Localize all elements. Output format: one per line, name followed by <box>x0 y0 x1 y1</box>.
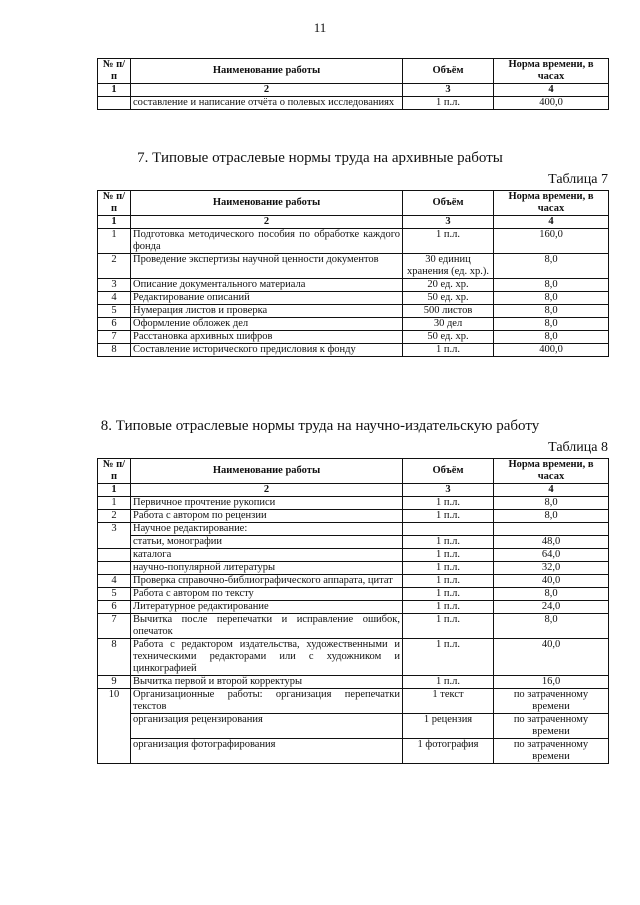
time-norm: 8,0 <box>494 614 609 639</box>
col-number: 4 <box>494 84 609 97</box>
table-row <box>98 601 609 614</box>
row-number: 10 <box>98 689 131 714</box>
table-row <box>98 575 609 588</box>
column-number-row <box>98 84 609 97</box>
time-norm: 24,0 <box>494 601 609 614</box>
col-number: 4 <box>494 484 609 497</box>
header-volume: Объём <box>403 191 494 216</box>
header-norm: Норма времени, в часах <box>494 59 609 84</box>
time-norm: 40,0 <box>494 639 609 676</box>
table-7 <box>97 190 609 357</box>
work-name: каталога <box>131 549 403 562</box>
table-row <box>98 549 609 562</box>
row-number: 1 <box>98 229 131 254</box>
row-number: 9 <box>98 676 131 689</box>
header-name: Наименование работы <box>131 459 403 484</box>
work-volume: 20 ед. хр. <box>403 279 494 292</box>
time-norm: 8,0 <box>494 254 609 279</box>
time-norm: 400,0 <box>494 344 609 357</box>
table-7-label: Таблица 7 <box>548 172 608 187</box>
header-name: Наименование работы <box>131 59 403 84</box>
column-number-row <box>98 216 609 229</box>
header-norm: Норма времени, в часах <box>494 459 609 484</box>
row-number <box>98 714 131 739</box>
table-8 <box>97 458 609 764</box>
table-row <box>98 229 609 254</box>
work-volume: 1 фотография <box>403 739 494 764</box>
table-row <box>98 279 609 292</box>
work-name: Организационные работы: организация перепечатки текстов <box>131 689 403 714</box>
work-volume: 50 ед. хр. <box>403 331 494 344</box>
row-number <box>98 562 131 575</box>
row-number: 3 <box>98 279 131 292</box>
work-name: Вычитка после перепечатки и исправление ошибок, опечаток <box>131 614 403 639</box>
work-name: Литературное редактирование <box>131 601 403 614</box>
time-norm: 64,0 <box>494 549 609 562</box>
time-norm: 8,0 <box>494 510 609 523</box>
col-number: 2 <box>131 484 403 497</box>
work-volume: 1 п.л. <box>403 549 494 562</box>
time-norm: по затраченному времени <box>494 714 609 739</box>
time-norm: 32,0 <box>494 562 609 575</box>
work-volume: 1 п.л. <box>403 676 494 689</box>
work-name: Работа с редактором издательства, художественными и техническими редакторами или с художником и цинкографией <box>131 639 403 676</box>
page-number: 11 <box>313 20 327 35</box>
work-volume: 50 ед. хр. <box>403 292 494 305</box>
time-norm: 40,0 <box>494 575 609 588</box>
header-num: № п/п <box>98 191 131 216</box>
row-number: 6 <box>98 318 131 331</box>
time-norm: 8,0 <box>494 588 609 601</box>
work-volume: 500 листов <box>403 305 494 318</box>
table-row <box>98 292 609 305</box>
col-number: 1 <box>98 484 131 497</box>
header-norm: Норма времени, в часах <box>494 191 609 216</box>
time-norm: 8,0 <box>494 497 609 510</box>
work-volume: 1 п.л. <box>403 497 494 510</box>
row-number: 8 <box>98 344 131 357</box>
table-8-label: Таблица 8 <box>548 440 608 455</box>
table-row <box>98 536 609 549</box>
work-name: научно-популярной литературы <box>131 562 403 575</box>
table-row <box>98 588 609 601</box>
work-name: Расстановка архивных шифров <box>131 331 403 344</box>
table-row <box>98 562 609 575</box>
work-name: Нумерация листов и проверка <box>131 305 403 318</box>
time-norm: 8,0 <box>494 292 609 305</box>
work-name: Научное редактирование: <box>131 523 403 536</box>
table-row <box>98 739 609 764</box>
section-7-title: 7. Типовые отраслевые нормы труда на архивные работы <box>137 150 503 166</box>
table-row <box>98 254 609 279</box>
work-name: Работа с автором по тексту <box>131 588 403 601</box>
row-number: 6 <box>98 601 131 614</box>
col-number: 3 <box>403 216 494 229</box>
work-name: организация рецензирования <box>131 714 403 739</box>
time-norm: по затраченному времени <box>494 739 609 764</box>
table-row <box>98 614 609 639</box>
work-name: Описание документального материала <box>131 279 403 292</box>
row-number <box>98 536 131 549</box>
work-volume: 1 п.л. <box>403 588 494 601</box>
work-volume: 1 п.л. <box>403 344 494 357</box>
time-norm: 160,0 <box>494 229 609 254</box>
table-header-row <box>98 459 609 484</box>
time-norm: 8,0 <box>494 279 609 292</box>
table-row <box>98 331 609 344</box>
work-volume: 1 рецензия <box>403 714 494 739</box>
col-number: 4 <box>494 216 609 229</box>
col-number: 1 <box>98 84 131 97</box>
table-row <box>98 510 609 523</box>
col-number: 3 <box>403 84 494 97</box>
header-volume: Объём <box>403 59 494 84</box>
header-volume: Объём <box>403 459 494 484</box>
row-number: 4 <box>98 575 131 588</box>
col-number: 2 <box>131 216 403 229</box>
time-norm: 400,0 <box>494 97 609 110</box>
column-number-row <box>98 484 609 497</box>
work-name: Подготовка методического пособия по обработке каждого фонда <box>131 229 403 254</box>
row-number: 5 <box>98 305 131 318</box>
row-number: 7 <box>98 331 131 344</box>
work-volume: 1 п.л. <box>403 575 494 588</box>
work-name: статьи, монографии <box>131 536 403 549</box>
row-number: 8 <box>98 639 131 676</box>
work-name: организация фотографирования <box>131 739 403 764</box>
work-name: Вычитка первой и второй корректуры <box>131 676 403 689</box>
work-volume: 1 п.л. <box>403 229 494 254</box>
time-norm: 16,0 <box>494 676 609 689</box>
table-header-row <box>98 59 609 84</box>
work-volume: 30 единиц хранения (ед. хр.). <box>403 254 494 279</box>
col-number: 3 <box>403 484 494 497</box>
row-number: 3 <box>98 523 131 536</box>
work-name: Работа с автором по рецензии <box>131 510 403 523</box>
work-volume: 1 п.л. <box>403 614 494 639</box>
time-norm: 48,0 <box>494 536 609 549</box>
work-volume: 1 текст <box>403 689 494 714</box>
work-name: Оформление обложек дел <box>131 318 403 331</box>
row-number <box>98 739 131 764</box>
header-num: № п/п <box>98 459 131 484</box>
table-row <box>98 344 609 357</box>
time-norm: 8,0 <box>494 305 609 318</box>
row-number: 7 <box>98 614 131 639</box>
table-row <box>98 305 609 318</box>
time-norm: 8,0 <box>494 318 609 331</box>
row-number: 2 <box>98 254 131 279</box>
work-volume: 1 п.л. <box>403 562 494 575</box>
col-number: 2 <box>131 84 403 97</box>
time-norm: по затраченному времени <box>494 689 609 714</box>
time-norm <box>494 523 609 536</box>
work-name: Редактирование описаний <box>131 292 403 305</box>
table-row <box>98 714 609 739</box>
row-number <box>98 549 131 562</box>
work-volume: 30 дел <box>403 318 494 331</box>
work-volume: 1 п.л. <box>403 510 494 523</box>
table-row <box>98 689 609 714</box>
header-num: № п/п <box>98 59 131 84</box>
col-number: 1 <box>98 216 131 229</box>
work-name: составление и написание отчёта о полевых исследованиях <box>131 97 403 110</box>
work-volume: 1 п.л. <box>403 601 494 614</box>
work-volume <box>403 523 494 536</box>
header-name: Наименование работы <box>131 191 403 216</box>
table-top-continuation <box>97 58 609 110</box>
work-name: Проверка справочно-библиографического аппарата, цитат <box>131 575 403 588</box>
table-row <box>98 523 609 536</box>
work-volume: 1 п.л. <box>403 97 494 110</box>
work-name: Составление исторического предисловия к фонду <box>131 344 403 357</box>
row-number: 5 <box>98 588 131 601</box>
table-row <box>98 318 609 331</box>
row-number: 1 <box>98 497 131 510</box>
time-norm: 8,0 <box>494 331 609 344</box>
work-volume: 1 п.л. <box>403 639 494 676</box>
table-header-row <box>98 191 609 216</box>
row-number <box>98 97 131 110</box>
table-row <box>98 639 609 676</box>
work-name: Первичное прочтение рукописи <box>131 497 403 510</box>
row-number: 4 <box>98 292 131 305</box>
row-number: 2 <box>98 510 131 523</box>
table-row <box>98 497 609 510</box>
work-name: Проведение экспертизы научной ценности документов <box>131 254 403 279</box>
section-8-title: 8. Типовые отраслевые нормы труда на научно-издательскую работу <box>100 418 540 434</box>
work-volume: 1 п.л. <box>403 536 494 549</box>
table-row <box>98 676 609 689</box>
table-row <box>98 97 609 110</box>
